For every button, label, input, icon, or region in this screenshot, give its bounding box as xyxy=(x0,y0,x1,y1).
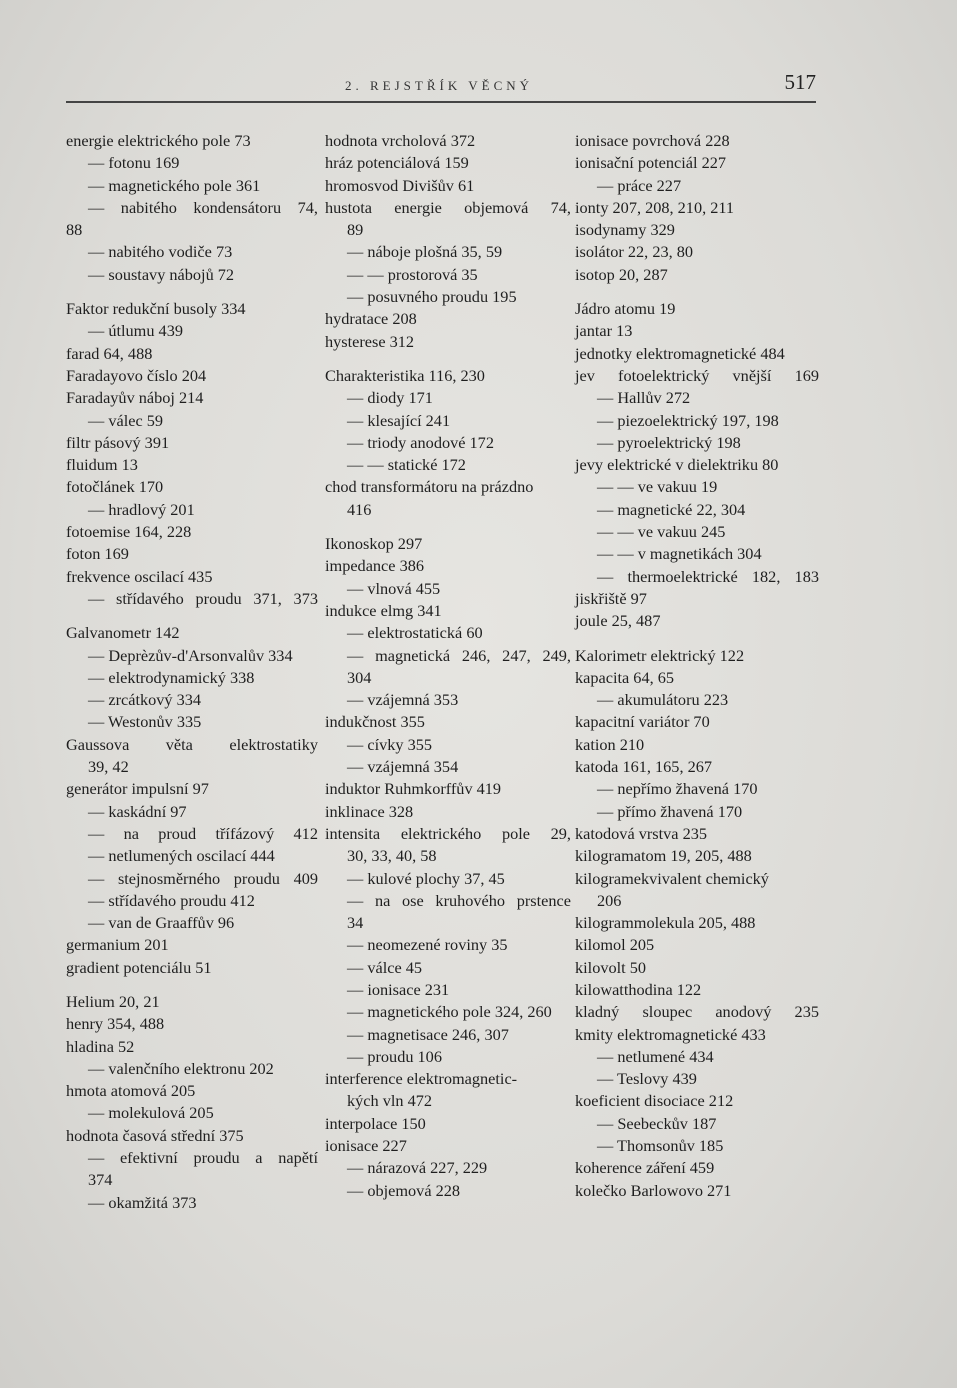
entry-word: třífázový xyxy=(215,823,275,843)
index-entry: — hradlový 201 xyxy=(88,499,195,519)
index-entry: fotoemise 164, 228 xyxy=(66,522,192,542)
index-entry: jednotky elektromagnetické 484 xyxy=(575,343,785,363)
index-entry: kolečko Barlowovo 271 xyxy=(575,1180,732,1200)
entry-word: elektrostatiky xyxy=(229,734,318,754)
index-entry: hladina 52 xyxy=(66,1036,135,1056)
index-entry: — magnetického pole 361 xyxy=(88,175,261,195)
index-entry: germanium 201 xyxy=(66,935,169,955)
index-entry: — molekulová 205 xyxy=(88,1103,214,1123)
index-entry: — nabitého vodiče 73 xyxy=(88,242,233,262)
index-entry: energie elektrického pole 73 xyxy=(66,131,251,150)
entry-word: — xyxy=(88,588,105,608)
index-entry: Jádro atomu 19 xyxy=(575,299,676,319)
entry-word: věta xyxy=(165,734,193,754)
index-column-1 xyxy=(66,130,318,1214)
index-entry: foton 169 xyxy=(66,544,129,564)
entry-word: kondensátoru xyxy=(193,197,282,217)
entry-word: intensita xyxy=(325,823,381,843)
entry-word: proudu xyxy=(195,588,242,608)
index-entry: — přímo žhavená 170 xyxy=(597,801,743,821)
index-entry: 206 xyxy=(597,890,622,910)
entry-word: a xyxy=(255,1148,263,1168)
index-entry: — Hallův 272 xyxy=(597,388,691,408)
index-entry: — netlumených oscilací 444 xyxy=(88,846,275,866)
index-entry: katodová vrstva 235 xyxy=(575,823,708,843)
index-entry: kilomol 205 xyxy=(575,935,655,955)
entry-word: proudu xyxy=(193,1148,240,1168)
index-entry: — elektrodynamický 338 xyxy=(88,667,255,687)
index-entry: — — ve vakuu 245 xyxy=(597,522,726,542)
index-entry: katoda 161, 165, 267 xyxy=(575,757,713,777)
index-entry: hydratace 208 xyxy=(325,309,417,329)
index-entry xyxy=(66,1147,318,1169)
index-entry: ionisační potenciál 227 xyxy=(575,153,727,173)
index-entry: hromosvod Divišův 61 xyxy=(325,175,475,195)
index-entry: — van de Graaffův 96 xyxy=(88,913,235,933)
index-entry xyxy=(325,823,571,845)
entry-word: 371, xyxy=(253,588,282,608)
index-entry: — nárazová 227, 229 xyxy=(347,1158,488,1178)
index-entry: — magnetisace 246, 307 xyxy=(347,1024,509,1044)
entry-word: 183 xyxy=(794,566,819,586)
index-entry: kilowatthodina 122 xyxy=(575,979,702,999)
index-entry: chod transformátoru na prázdno xyxy=(325,477,534,497)
index-entry: gradient potenciálu 51 xyxy=(66,957,212,977)
entry-word: vnější xyxy=(732,365,772,385)
index-entry: — posuvného proudu 195 xyxy=(347,287,517,307)
index-entry: kilogramatom 19, 205, 488 xyxy=(575,846,752,866)
index-entry xyxy=(325,197,571,219)
entry-word: nabitého xyxy=(120,197,177,217)
entry-word: proudu xyxy=(233,868,280,888)
index-entry: — okamžitá 373 xyxy=(88,1192,197,1212)
index-entry: 89 xyxy=(347,220,364,240)
index-entry: induktor Ruhmkorffův 419 xyxy=(325,779,502,799)
section-gap xyxy=(66,286,318,298)
index-entry: ionisace 227 xyxy=(325,1136,407,1156)
index-entry: interference elektromagnetic- xyxy=(325,1069,518,1089)
index-entry: — Seebeckův 187 xyxy=(597,1113,717,1133)
entry-word: proud xyxy=(158,823,197,843)
index-entry: filtr pásový 391 xyxy=(66,432,170,452)
index-entry: Helium 20, 21 xyxy=(66,991,160,1011)
index-entry: — Deprèzův-d'Arsonvalův 334 xyxy=(88,645,293,665)
entry-word: střídavého xyxy=(115,588,184,608)
index-entry: — piezoelektrický 197, 198 xyxy=(597,410,779,430)
index-entry: fotočlánek 170 xyxy=(66,477,164,497)
index-entry: kilogramekvivalent chemický xyxy=(575,868,769,888)
index-entry: hodnota vrcholová 372 xyxy=(325,131,476,150)
index-entry xyxy=(325,890,571,912)
entry-word: 246, xyxy=(461,645,491,665)
index-entry: — netlumené 434 xyxy=(597,1046,714,1066)
entry-word: na xyxy=(374,890,391,910)
index-entry: — akumulátoru 223 xyxy=(597,690,729,710)
index-entry: koeficient disociace 212 xyxy=(575,1091,734,1111)
entry-word: — xyxy=(88,868,105,888)
entry-word: 409 xyxy=(293,868,318,888)
index-entry: hráz potenciálová 159 xyxy=(325,153,469,173)
index-entry: joule 25, 487 xyxy=(575,611,661,631)
index-entry: — — v magnetikách 304 xyxy=(597,544,762,564)
entry-word: 169 xyxy=(794,365,819,385)
index-entry: — soustavy nábojů 72 xyxy=(88,264,235,284)
index-entry: isolátor 22, 23, 80 xyxy=(575,242,694,262)
index-entry: generátor impulsní 97 xyxy=(66,779,209,799)
index-entry: jiskřiště 97 xyxy=(575,588,647,608)
entry-word: jev xyxy=(575,365,595,385)
entry-word: kruhového xyxy=(435,890,506,910)
entry-word: magnetická xyxy=(375,645,451,665)
entry-word: energie xyxy=(394,197,442,217)
entry-word: 247, xyxy=(502,645,531,665)
entry-word: stejnosměrného xyxy=(117,868,221,888)
index-entry: hodnota časová střední 375 xyxy=(66,1125,244,1145)
index-entry: — neomezené roviny 35 xyxy=(347,935,508,955)
entry-word: — xyxy=(88,197,105,217)
index-entry: ionty 207, 208, 210, 211 xyxy=(575,197,735,217)
index-entry xyxy=(66,823,318,845)
index-entry: — útlumu 439 xyxy=(88,321,183,341)
index-entry: — práce 227 xyxy=(597,175,682,195)
entry-word: 235 xyxy=(794,1002,819,1022)
index-entry: — — statické 172 xyxy=(347,455,466,475)
index-entry: Ikonoskop 297 xyxy=(325,534,423,554)
index-entry: — kulové plochy 37, 45 xyxy=(347,868,505,888)
index-entry: — válce 45 xyxy=(347,957,423,977)
entry-word: — xyxy=(88,1148,105,1168)
section-gap xyxy=(575,286,819,298)
entry-word: ose xyxy=(402,890,424,910)
entry-word: — xyxy=(347,890,364,910)
index-entry: 39, 42 xyxy=(88,757,129,777)
entry-word: — xyxy=(597,566,614,586)
index-entry: henry 354, 488 xyxy=(66,1014,165,1034)
index-entry: — magnetického pole 324, 260 xyxy=(347,1002,552,1022)
index-entry: — fotonu 169 xyxy=(88,153,180,173)
index-entry: hysterese 312 xyxy=(325,331,415,351)
index-entry: — Teslovy 439 xyxy=(597,1069,697,1089)
entry-word: 182, xyxy=(751,566,781,586)
index-entry: indukce elmg 341 xyxy=(325,600,442,620)
index-entry: — proudu 106 xyxy=(347,1046,442,1066)
section-gap xyxy=(325,353,571,365)
index-entry: interpolace 150 xyxy=(325,1113,426,1133)
section-gap xyxy=(575,633,819,645)
section-gap xyxy=(325,521,571,533)
index-entry: — vzájemná 354 xyxy=(347,757,459,777)
index-entry: jevy elektrické v dielektriku 80 xyxy=(575,455,779,475)
section-gap xyxy=(66,610,318,622)
index-entry: — klesající 241 xyxy=(347,410,451,430)
index-entry: — triody anodové 172 xyxy=(347,432,494,452)
index-entry: — magnetické 22, 304 xyxy=(597,499,746,519)
index-entry: Charakteristika 116, 230 xyxy=(325,365,485,385)
index-entry: indukčnost 355 xyxy=(325,712,425,732)
entry-word: 74, xyxy=(297,197,318,217)
entry-word: kladný xyxy=(575,1002,620,1022)
index-entry: inklinace 328 xyxy=(325,801,414,821)
index-entry: kapacita 64, 65 xyxy=(575,667,675,687)
index-entry xyxy=(66,588,318,610)
entry-word: 373 xyxy=(293,588,318,608)
index-entry: fluidum 13 xyxy=(66,455,138,475)
index-entry: farad 64, 488 xyxy=(66,343,153,363)
index-entry: — vzájemná 353 xyxy=(347,690,459,710)
index-entry xyxy=(66,734,318,756)
index-entry xyxy=(575,566,819,588)
index-entry: hmota atomová 205 xyxy=(66,1081,196,1101)
entry-word: napětí xyxy=(278,1148,318,1168)
index-entry: kmity elektromagnetické 433 xyxy=(575,1024,766,1044)
index-entry: — cívky 355 xyxy=(347,734,433,754)
entry-word: — xyxy=(347,645,364,665)
index-entry: kapacitní variátor 70 xyxy=(575,712,710,732)
entry-word: sloupec xyxy=(642,1002,693,1022)
header-rule xyxy=(66,101,816,103)
index-entry: 374 xyxy=(88,1170,113,1190)
index-entry: — Westonův 335 xyxy=(88,712,202,732)
entry-word: fotoelektrický xyxy=(618,365,710,385)
index-entry: koherence záření 459 xyxy=(575,1158,715,1178)
index-entry: — náboje plošná 35, 59 xyxy=(347,242,503,262)
entry-word: objemová xyxy=(464,197,529,217)
index-entry: — diody 171 xyxy=(347,388,433,408)
index-entry: — nepřímo žhavená 170 xyxy=(597,779,758,799)
index-entry: isotop 20, 287 xyxy=(575,264,668,284)
index-entry: — ionisace 231 xyxy=(347,979,450,999)
index-entry: Kalorimetr elektrický 122 xyxy=(575,645,745,665)
index-entry: — Thomsonův 185 xyxy=(597,1136,724,1156)
index-entry: Faradayův náboj 214 xyxy=(66,388,204,408)
index-entry: Faradayovo číslo 204 xyxy=(66,365,207,385)
index-entry: — — prostorová 35 xyxy=(347,264,478,284)
running-head: 2. REJSTŘÍK VĚCNÝ xyxy=(345,78,534,93)
entry-word: efektivní xyxy=(119,1148,178,1168)
index-entry: ionisace povrchová 228 xyxy=(575,131,730,150)
entry-word: 29, xyxy=(550,823,571,843)
index-entry: — zrcátkový 334 xyxy=(88,690,202,710)
section-gap xyxy=(66,979,318,991)
index-entry: — — ve vakuu 19 xyxy=(597,477,718,497)
index-entry: kilogrammolekula 205, 488 xyxy=(575,913,756,933)
index-entry: kation 210 xyxy=(575,734,645,754)
index-entry: — kaskádní 97 xyxy=(88,801,187,821)
entry-word: hustota xyxy=(325,197,373,217)
index-entry: kých vln 472 xyxy=(347,1091,433,1111)
index-entry: — objemová 228 xyxy=(347,1180,461,1200)
index-entry: impedance 386 xyxy=(325,556,425,576)
index-entry: kilovolt 50 xyxy=(575,957,647,977)
index-entry xyxy=(66,868,318,890)
index-entry: isodynamy 329 xyxy=(575,220,675,240)
index-entry: 34 xyxy=(347,913,364,933)
index-column-2 xyxy=(325,130,571,1202)
index-entry: — pyroelektrický 198 xyxy=(597,432,741,452)
entry-word: na xyxy=(123,823,139,843)
entry-word: prstence xyxy=(516,890,571,910)
entry-word: thermoelektrické xyxy=(627,566,738,586)
entry-word: pole xyxy=(501,823,530,843)
index-entry: — válec 59 xyxy=(88,410,164,430)
index-entry xyxy=(575,365,819,387)
index-entry: — střídavého proudu 412 xyxy=(88,890,255,910)
index-entry xyxy=(575,1001,819,1023)
entry-word: anodový xyxy=(715,1002,772,1022)
index-entry: Faktor redukční busoly 334 xyxy=(66,299,246,319)
index-entry: frekvence oscilací 435 xyxy=(66,566,213,586)
index-entry: 88 xyxy=(66,220,83,240)
index-column-3 xyxy=(575,130,819,1202)
index-entry: 304 xyxy=(347,667,372,687)
index-entry: Galvanometr 142 xyxy=(66,623,180,643)
index-entry: — vlnová 455 xyxy=(347,578,441,598)
page-number: 517 xyxy=(784,70,816,94)
index-entry: 416 xyxy=(347,499,372,519)
entry-word: — xyxy=(88,823,105,843)
index-entry xyxy=(66,197,318,219)
index-entry: jantar 13 xyxy=(575,321,633,341)
entry-word: 412 xyxy=(293,823,318,843)
entry-word: 74, xyxy=(550,197,571,217)
index-entry xyxy=(325,645,571,667)
index-entry: — elektrostatická 60 xyxy=(347,623,483,643)
index-entry: 30, 33, 40, 58 xyxy=(347,846,437,866)
index-entry: — valenčního elektronu 202 xyxy=(88,1058,274,1078)
entry-word: Gaussova xyxy=(66,734,130,754)
entry-word: elektrického xyxy=(400,823,482,843)
entry-word: 249, xyxy=(542,645,571,665)
